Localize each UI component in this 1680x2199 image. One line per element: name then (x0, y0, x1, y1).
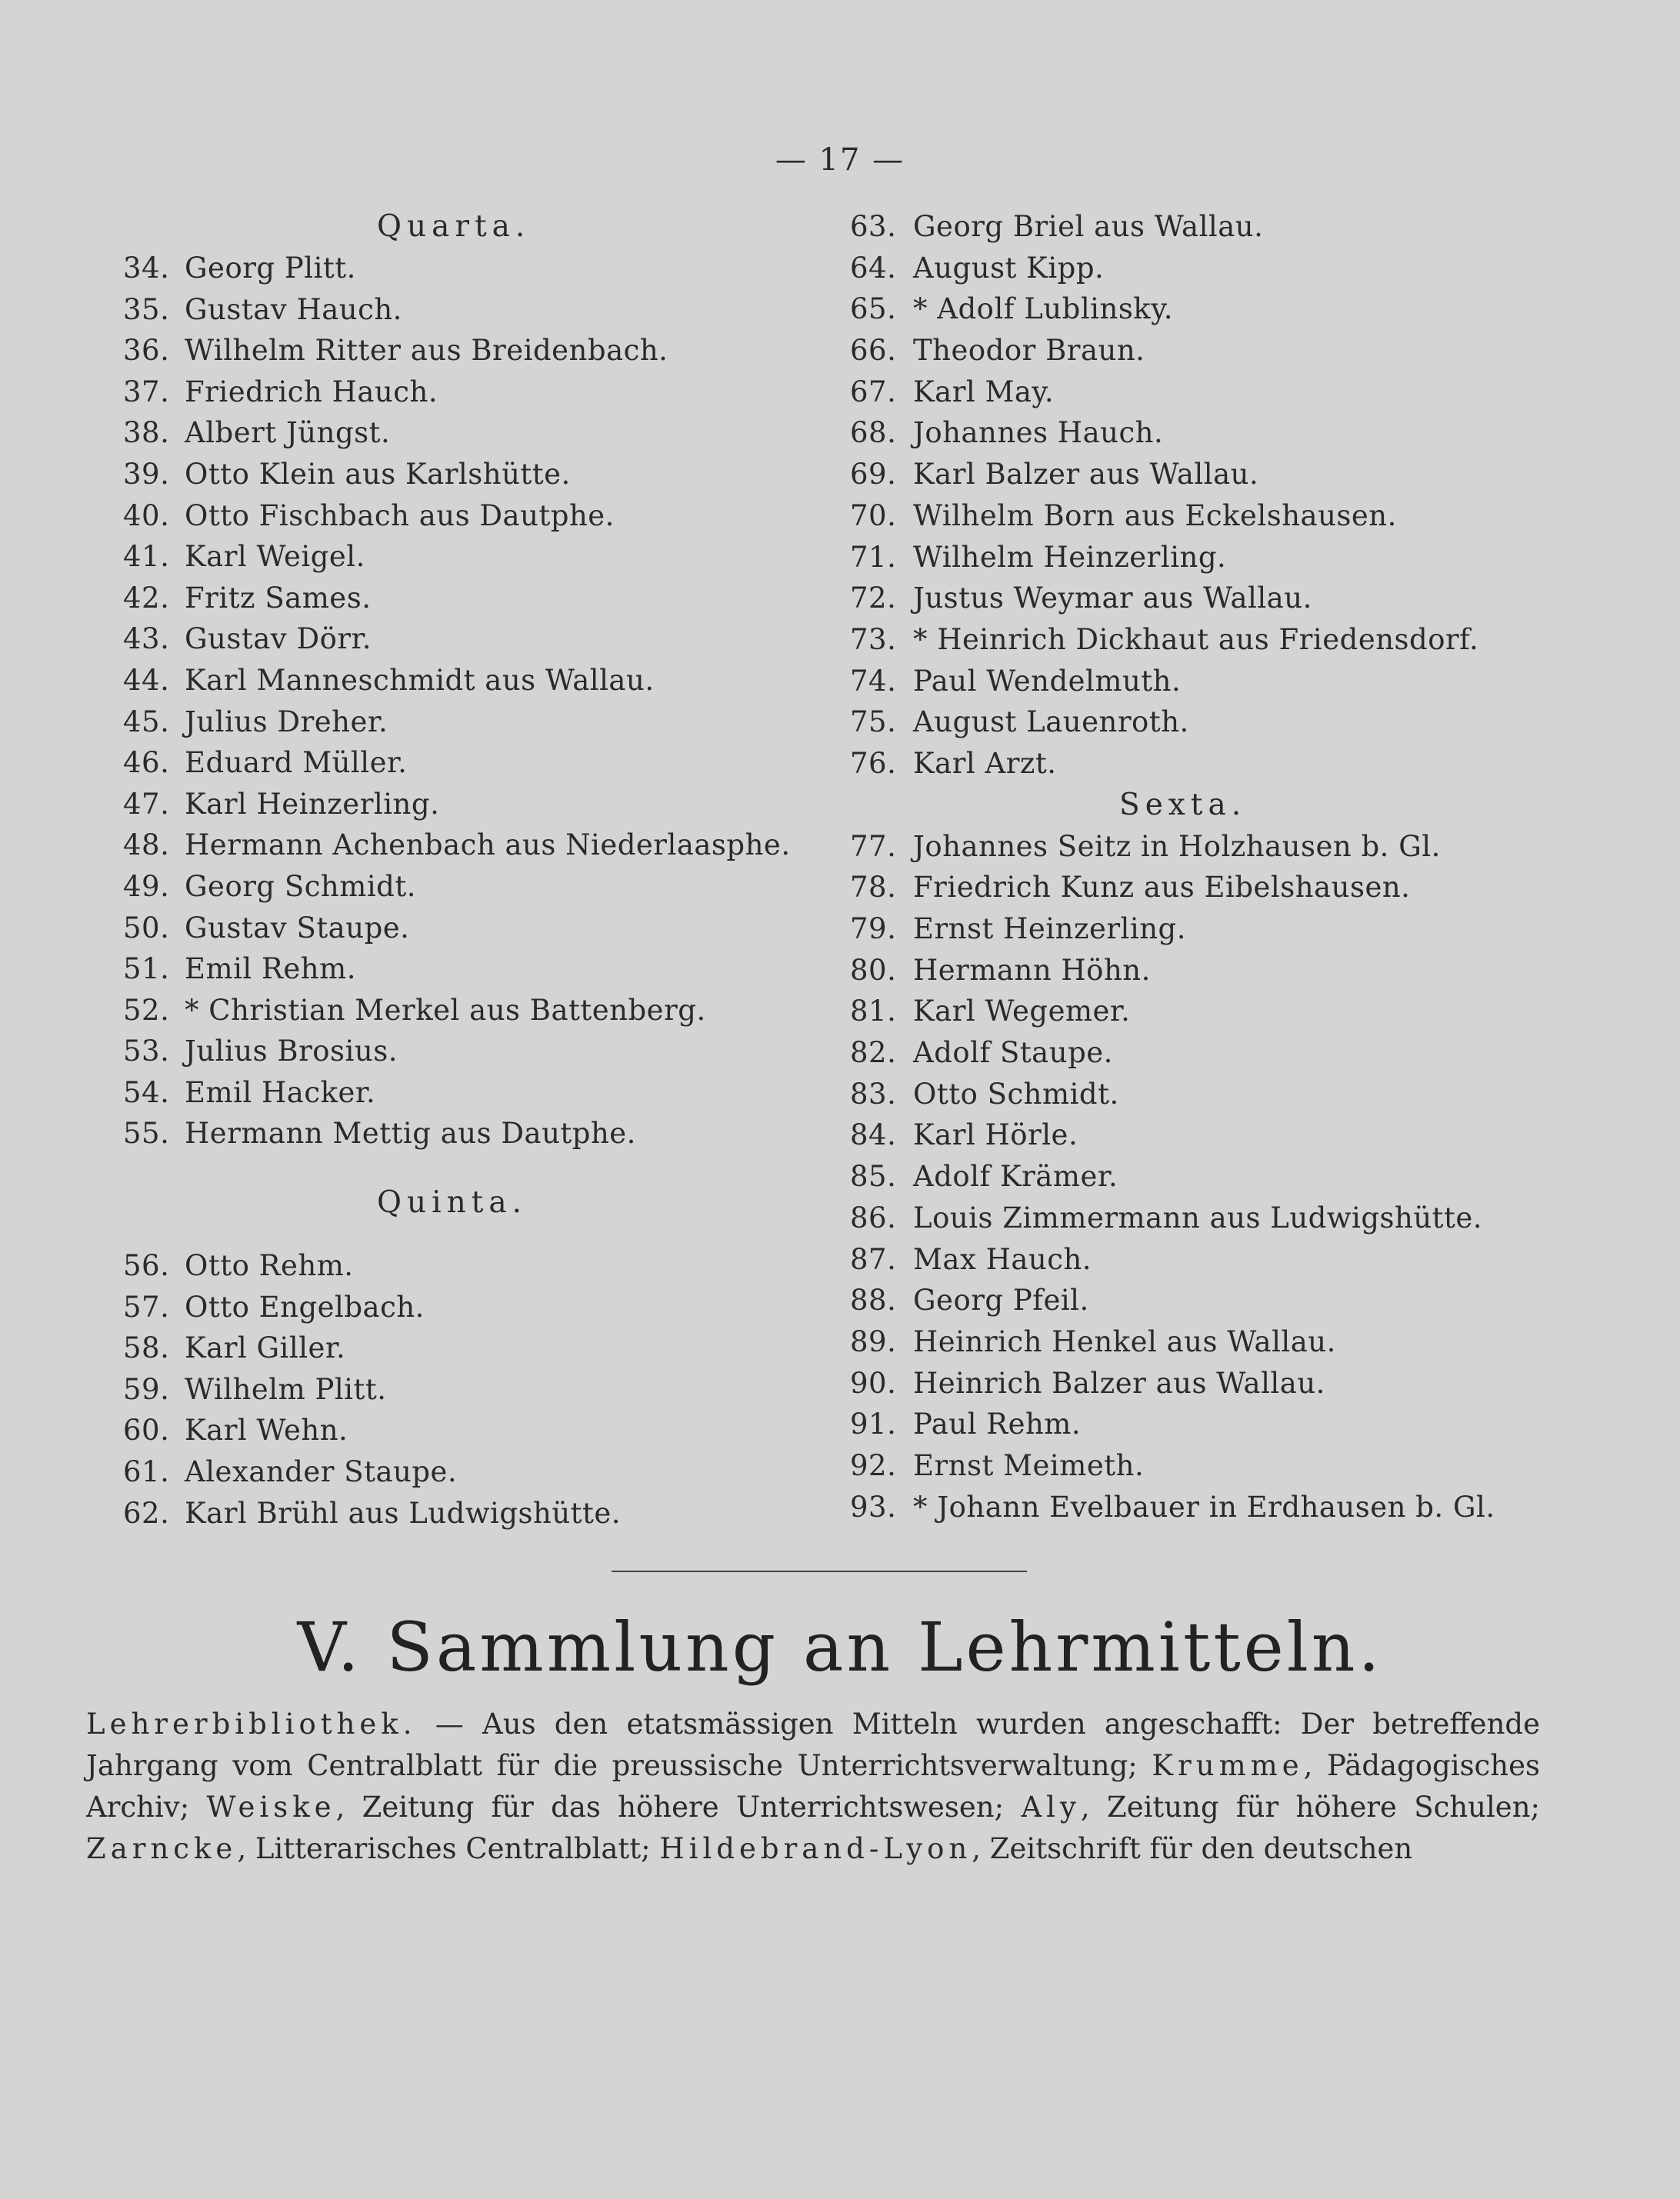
list-item: 57. Otto Engelbach. (123, 1290, 425, 1324)
list-item: 93. * Johann Evelbauer in Erdhausen b. Gl. (850, 1490, 1495, 1524)
list-item: 68. Johannes Hauch. (850, 416, 1164, 450)
chapter-title: V. Sammlung an Lehrmitteln. (297, 1608, 1383, 1687)
list-item: 73. * Heinrich Dickhaut aus Friedensdorf. (850, 622, 1479, 656)
list-item: 66. Theodor Braun. (850, 334, 1145, 368)
section-heading-quinta: Quinta. (377, 1185, 528, 1221)
list-item: 82. Adolf Staupe. (850, 1036, 1113, 1070)
list-item: 59. Wilhelm Plitt. (123, 1372, 387, 1406)
list-item: 70. Wilhelm Born aus Eckelshausen. (850, 498, 1397, 532)
list-item: 77. Johannes Seitz in Holzhausen b. Gl. (850, 829, 1441, 863)
list-item: 86. Louis Zimmermann aus Ludwigshütte. (850, 1201, 1483, 1234)
quarta-list (123, 248, 831, 1154)
list-item: 67. Karl May. (850, 375, 1055, 408)
left-column (123, 206, 831, 1534)
list-item: 72. Justus Weymar aus Wallau. (850, 581, 1312, 615)
list-item: 69. Karl Balzer aus Wallau. (850, 458, 1259, 491)
list-item: 35. Gustav Hauch. (123, 292, 402, 326)
list-item: 41. Karl Weigel. (123, 540, 365, 574)
list-item: 40. Otto Fischbach aus Dautphe. (123, 498, 615, 532)
list-item: 89. Heinrich Henkel aus Wallau. (850, 1324, 1336, 1358)
author-name: Krumme (1152, 1749, 1304, 1782)
list-item: 50. Gustav Staupe. (123, 911, 410, 945)
list-item: 56. Otto Rehm. (123, 1249, 354, 1283)
author-name: Aly (1021, 1791, 1081, 1824)
list-item: 85. Adolf Krämer. (850, 1160, 1118, 1194)
list-item: 84. Karl Hörle. (850, 1118, 1078, 1152)
list-item: 76. Karl Arzt. (850, 746, 1057, 780)
list-item: 87. Max Hauch. (850, 1242, 1092, 1276)
list-item: 52. * Christian Merkel aus Battenberg. (123, 993, 706, 1027)
list-item: 83. Otto Schmidt. (850, 1077, 1119, 1111)
quarta-continued-list (850, 206, 1588, 785)
list-item: 79. Ernst Heinzerling. (850, 912, 1186, 945)
list-item: 92. Ernst Meimeth. (850, 1448, 1145, 1482)
list-item: 63. Georg Briel aus Wallau. (850, 210, 1264, 243)
list-item: 54. Emil Hacker. (123, 1075, 376, 1109)
section-heading-sexta: Sexta. (1119, 787, 1247, 822)
list-item: 51. Emil Rehm. (123, 952, 356, 986)
list-item: 74. Paul Wendelmuth. (850, 664, 1182, 698)
body-paragraph: Lehrerbibliothek. — Aus den etatsmässigen Mitteln wurden angeschafft: Der betreffende Jahrgang vom Centralblatt für die preussische Unterrichtsverwaltung; Krumme, Pädagogisches Archiv; Weiske, Zeitung für das höhere Unterrichtswesen; Aly, Zeitung für höhere Schulen; Zarncke, Litterarisches Centralblatt; Hildebrand-Lyon, Zeitschrift für den deutschen (86, 1708, 1540, 1865)
list-item: 62. Karl Brühl aus Ludwigshütte. (123, 1496, 622, 1530)
list-item: 75. August Lauenroth. (850, 705, 1189, 739)
list-item: 60. Karl Wehn. (123, 1414, 348, 1448)
author-name: Zarncke (86, 1832, 238, 1865)
list-item: 80. Hermann Höhn. (850, 953, 1151, 987)
sexta-list (850, 826, 1588, 1528)
list-item: 91. Paul Rehm. (850, 1408, 1082, 1441)
list-item: 64. August Kipp. (850, 251, 1105, 285)
list-item: 61. Alexander Staupe. (123, 1455, 458, 1489)
author-name: Weiske (206, 1791, 336, 1824)
list-item: 34. Georg Plitt. (123, 252, 356, 285)
list-item: 49. Georg Schmidt. (123, 869, 416, 903)
list-item: 39. Otto Klein aus Karlshütte. (123, 457, 571, 491)
list-item: 47. Karl Heinzerling. (123, 787, 440, 821)
list-item: 44. Karl Manneschmidt aus Wallau. (123, 663, 655, 697)
page-number: — 17 — (775, 142, 905, 178)
section-divider (612, 1571, 1027, 1572)
list-item: 53. Julius Brosius. (123, 1035, 398, 1068)
list-item: 78. Friedrich Kunz aus Eibelshausen. (850, 871, 1411, 905)
right-column (850, 206, 1588, 1528)
list-item: 37. Friedrich Hauch. (123, 375, 438, 408)
list-item: 46. Eduard Müller. (123, 746, 408, 780)
list-item: 71. Wilhelm Heinzerling. (850, 540, 1227, 574)
list-item: 48. Hermann Achenbach aus Niederlaasphe. (123, 828, 791, 862)
author-name: Hildebrand-Lyon (659, 1832, 972, 1865)
list-item: 65. * Adolf Lublinsky. (850, 292, 1173, 326)
list-item: 42. Fritz Sames. (123, 581, 372, 615)
list-item: 58. Karl Giller. (123, 1331, 346, 1365)
list-item: 43. Gustav Dörr. (123, 622, 372, 656)
list-item: 38. Albert Jüngst. (123, 416, 391, 450)
list-item: 88. Georg Pfeil. (850, 1284, 1089, 1318)
list-item: 55. Hermann Mettig aus Dautphe. (123, 1117, 636, 1151)
list-item: 45. Julius Dreher. (123, 705, 388, 738)
list-item: 81. Karl Wegemer. (850, 995, 1131, 1028)
list-item: 36. Wilhelm Ritter aus Breidenbach. (123, 334, 668, 368)
section-heading-quarta: Quarta. (377, 209, 531, 244)
quinta-list (123, 1245, 831, 1534)
list-item: 90. Heinrich Balzer aus Wallau. (850, 1366, 1325, 1400)
paragraph-lead: Lehrerbibliothek. (86, 1708, 417, 1741)
